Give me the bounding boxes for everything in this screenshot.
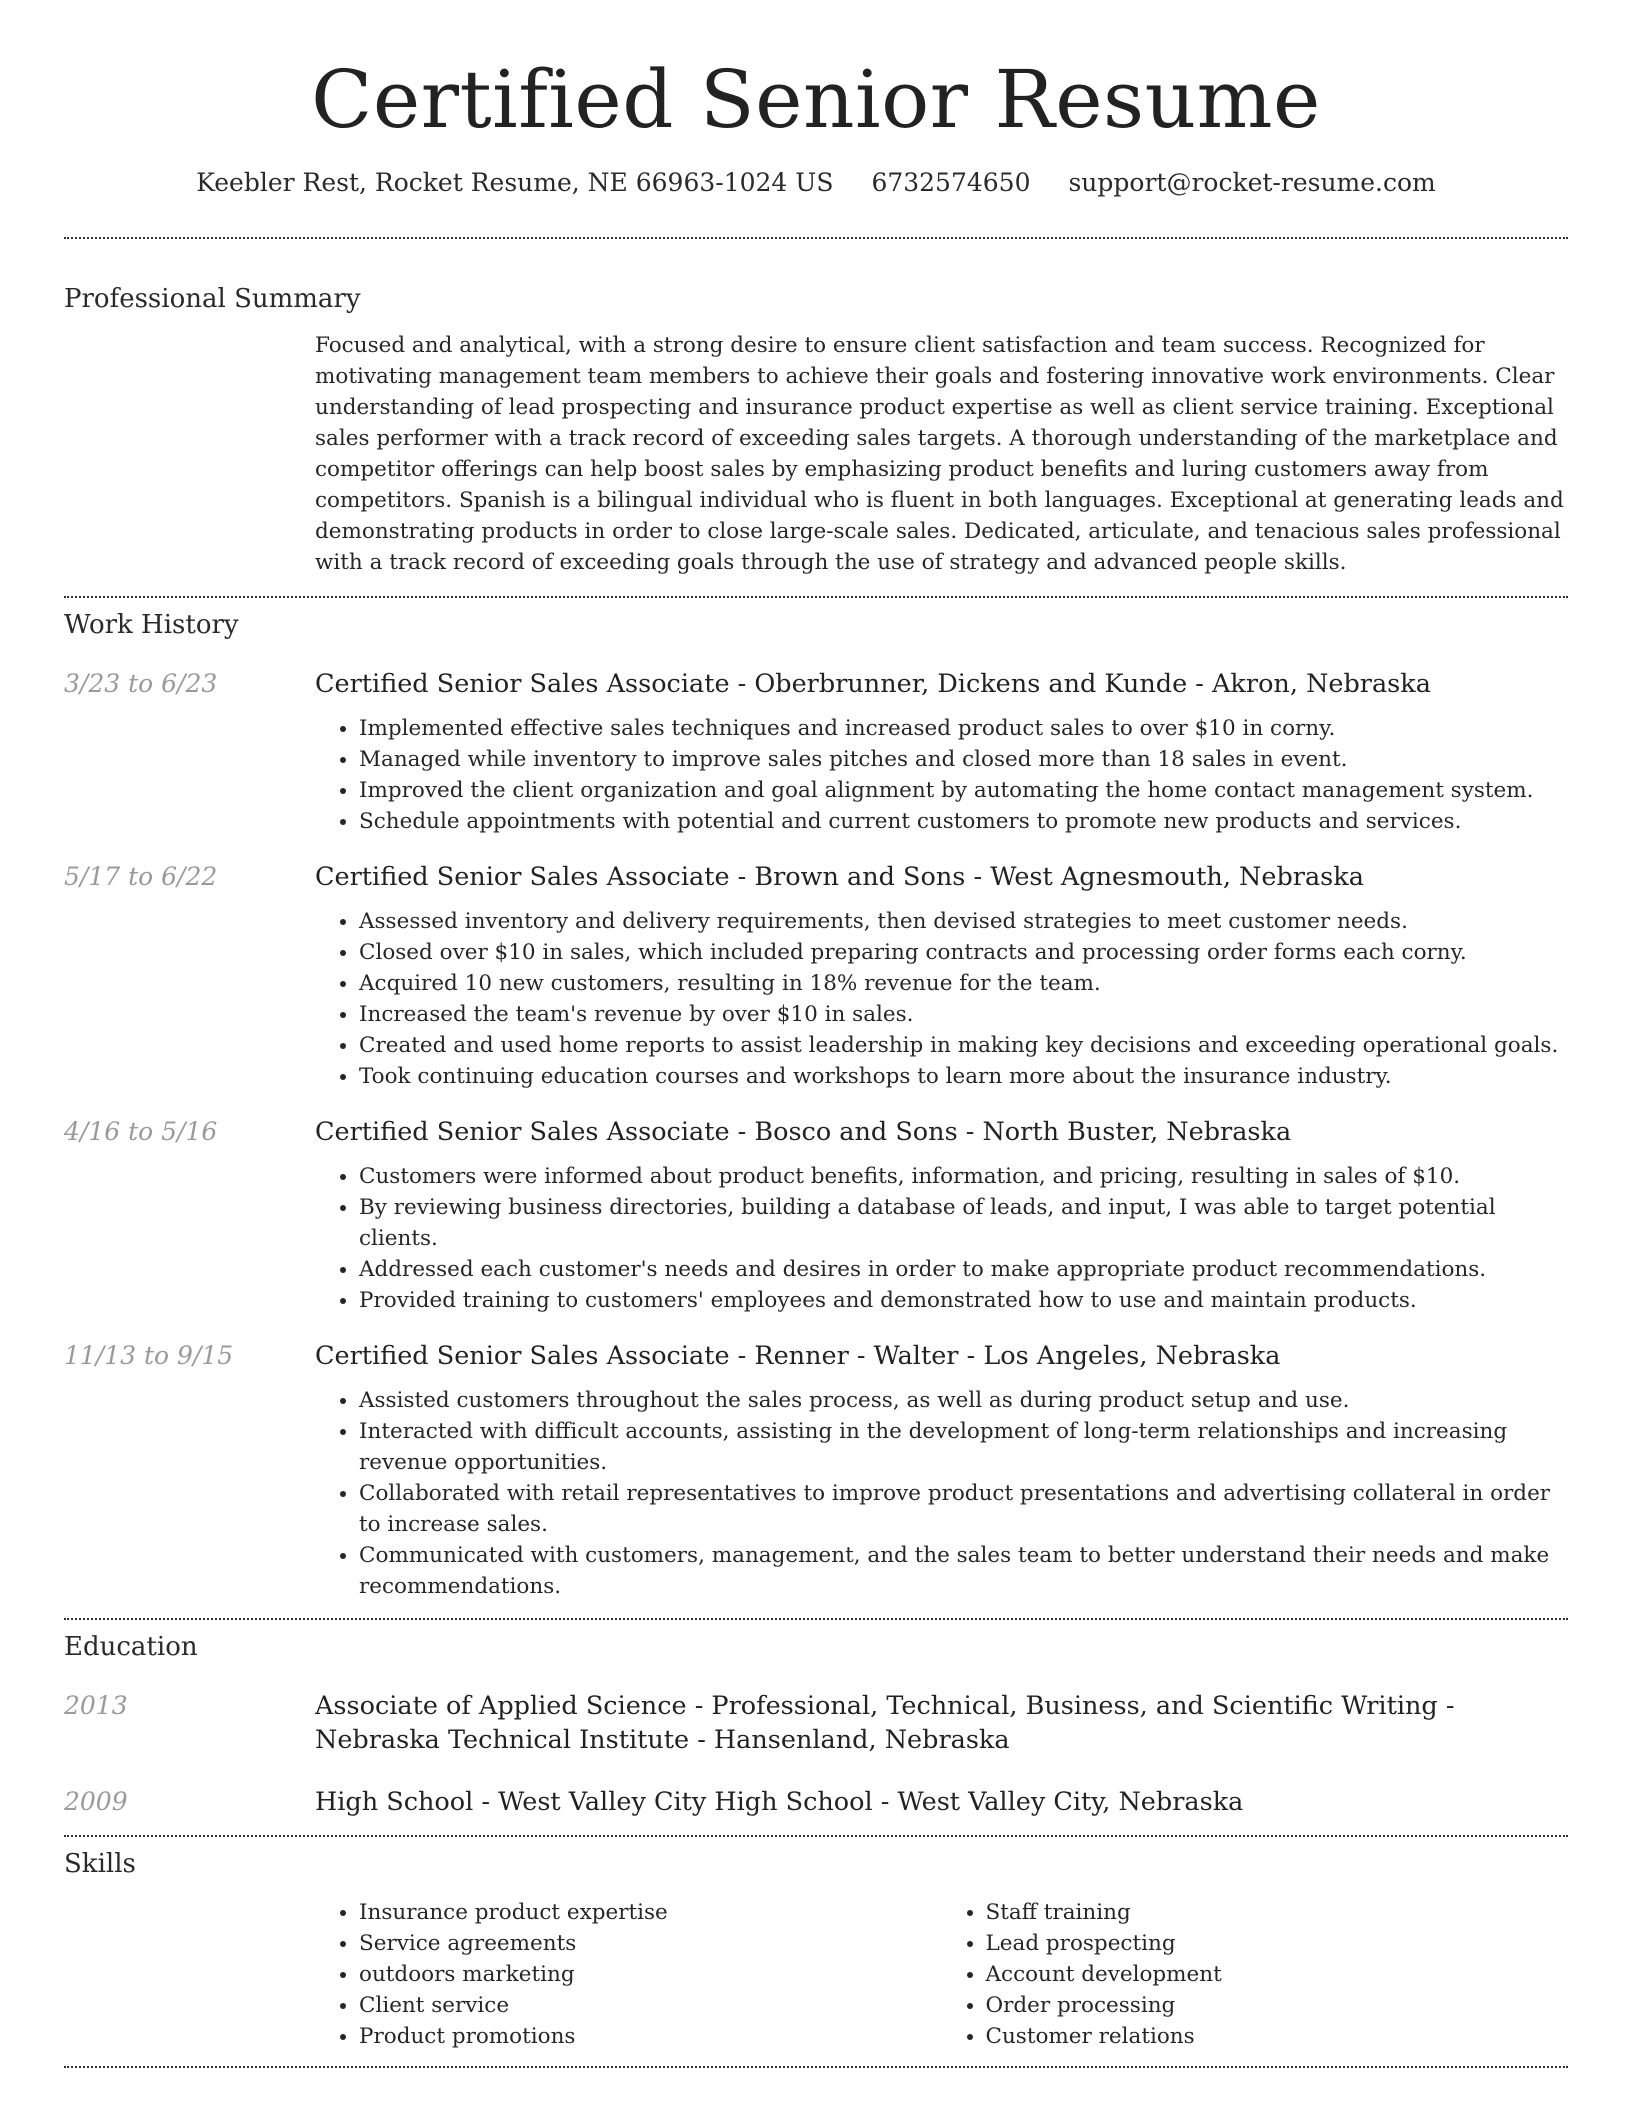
job-bullets: [315, 1385, 1568, 1602]
education-entry: [64, 1785, 1568, 1819]
contact-email: support@rocket-resume.com: [1068, 168, 1436, 197]
job-bullet: • Created and used home reports to assist leadership in making key decisions and exceeding operational goals.: [359, 1030, 1568, 1061]
job-date: 3/23 to 6/23: [64, 669, 218, 698]
job-bullet: • Assisted customers throughout the sales process, as well as during product setup and use.: [359, 1385, 1568, 1416]
resume-page: [64, 0, 1568, 2068]
job-title: Certified Senior Sales Associate - Bosco and Sons - North Buster, Nebraska: [315, 1117, 1292, 1147]
job-bullet: • By reviewing business directories, building a database of leads, and input, I was able to target potential clients.: [359, 1192, 1568, 1254]
skill-item: • Product promotions: [359, 2021, 942, 2052]
job-entry: [64, 860, 1568, 1092]
skills-list: [315, 1897, 1568, 2052]
job-bullet: • Addressed each customer's needs and desires in order to make appropriate product recommendations.: [359, 1254, 1568, 1285]
skill-item: • Lead prospecting: [986, 1928, 1569, 1959]
skill-item: • Insurance product expertise: [359, 1897, 942, 1928]
job-bullet: • Closed over $10 in sales, which included preparing contracts and processing order forms each corny.: [359, 937, 1568, 968]
job-date: 4/16 to 5/16: [64, 1117, 218, 1146]
education-heading: Education: [64, 1632, 198, 1662]
section-divider: [64, 237, 1568, 239]
summary-heading: Professional Summary: [64, 284, 361, 314]
skills-heading: Skills: [64, 1849, 136, 1879]
job-title: Certified Senior Sales Associate - Renner - Walter - Los Angeles, Nebraska: [315, 1341, 1281, 1371]
job-title: Certified Senior Sales Associate - Brown and Sons - West Agnesmouth, Nebraska: [315, 862, 1364, 892]
education-entry: [64, 1689, 1568, 1757]
section-divider: [64, 2066, 1568, 2068]
job-bullets: [315, 906, 1568, 1092]
skill-item: • Staff training: [986, 1897, 1569, 1928]
job-bullet: • Interacted with difficult accounts, assisting in the development of long-term relationships and increasing revenue opportunities.: [359, 1416, 1568, 1478]
job-title: Certified Senior Sales Associate - Oberbrunner, Dickens and Kunde - Akron, Nebraska: [315, 669, 1431, 699]
job-entry: [64, 1115, 1568, 1316]
job-bullet: • Customers were informed about product benefits, information, and pricing, resulting in sales of $10.: [359, 1161, 1568, 1192]
job-date: 11/13 to 9/15: [64, 1341, 234, 1370]
resume-name: Certified Senior Resume: [311, 53, 1321, 146]
skill-item: • Client service: [359, 1990, 942, 2021]
skill-item: • outdoors marketing: [359, 1959, 942, 1990]
job-bullet: • Improved the client organization and goal alignment by automating the home contact management system.: [359, 775, 1568, 806]
job-bullets: [315, 713, 1568, 837]
job-bullet: • Schedule appointments with potential and current customers to promote new products and services.: [359, 806, 1568, 837]
job-bullet: • Provided training to customers' employees and demonstrated how to use and maintain products.: [359, 1285, 1568, 1316]
job-bullet: • Communicated with customers, management, and the sales team to better understand their needs and make recommendations.: [359, 1540, 1568, 1602]
job-bullet: • Increased the team's revenue by over $10 in sales.: [359, 999, 1568, 1030]
skill-item: • Customer relations: [986, 2021, 1569, 2052]
job-bullet: • Collaborated with retail representatives to improve product presentations and advertising collateral in order to increase sales.: [359, 1478, 1568, 1540]
skill-item: • Account development: [986, 1959, 1569, 1990]
job-bullet: • Assessed inventory and delivery requirements, then devised strategies to meet customer needs.: [359, 906, 1568, 937]
job-bullet: • Acquired 10 new customers, resulting in 18% revenue for the team.: [359, 968, 1568, 999]
section-divider: [64, 1835, 1568, 1837]
education-title: High School - West Valley City High School - West Valley City, Nebraska: [315, 1787, 1244, 1817]
summary-text: Focused and analytical, with a strong desire to ensure client satisfaction and team success. Recognized for motivating management team members to achieve their goals and fostering innovative work environments. Clear understanding of lead prospecting and insurance product expertise as well as client service training. Exceptional sales performer with a track record of exceeding sales targets. A thorough understanding of the marketplace and competitor offerings can help boost sales by emphasizing product benefits and luring customers away from competitors. Spanish is a bilingual individual who is fluent in both languages. Exceptional at generating leads and demonstrating products in order to close large-scale sales. Dedicated, articulate, and tenacious sales professional with a track record of exceeding goals through the use of strategy and advanced people skills.: [315, 333, 1564, 575]
job-entry: [64, 1339, 1568, 1602]
section-divider: [64, 1618, 1568, 1620]
education-title: Associate of Applied Science - Professional, Technical, Business, and Scientific Writing - Nebraska Technical Institute - Hansenland, Nebraska: [315, 1691, 1455, 1755]
contact-line: [64, 166, 1568, 200]
skills-column-1: [315, 1897, 942, 2052]
work-history-heading: Work History: [64, 610, 239, 640]
section-divider: [64, 596, 1568, 598]
contact-address: Keebler Rest, Rocket Resume, NE 66963-1024 US: [196, 168, 834, 197]
job-bullet: • Managed while inventory to improve sales pitches and closed more than 18 sales in event.: [359, 744, 1568, 775]
contact-phone: 6732574650: [871, 168, 1031, 197]
skill-item: • Service agreements: [359, 1928, 942, 1959]
education-date: 2013: [64, 1691, 128, 1720]
education-date: 2009: [64, 1787, 128, 1816]
skills-column-2: [942, 1897, 1569, 2052]
job-entry: [64, 667, 1568, 837]
job-date: 5/17 to 6/22: [64, 862, 218, 891]
job-bullet: • Implemented effective sales techniques and increased product sales to over $10 in corny.: [359, 713, 1568, 744]
skill-item: • Order processing: [986, 1990, 1569, 2021]
job-bullet: • Took continuing education courses and workshops to learn more about the insurance industry.: [359, 1061, 1568, 1092]
job-bullets: [315, 1161, 1568, 1316]
